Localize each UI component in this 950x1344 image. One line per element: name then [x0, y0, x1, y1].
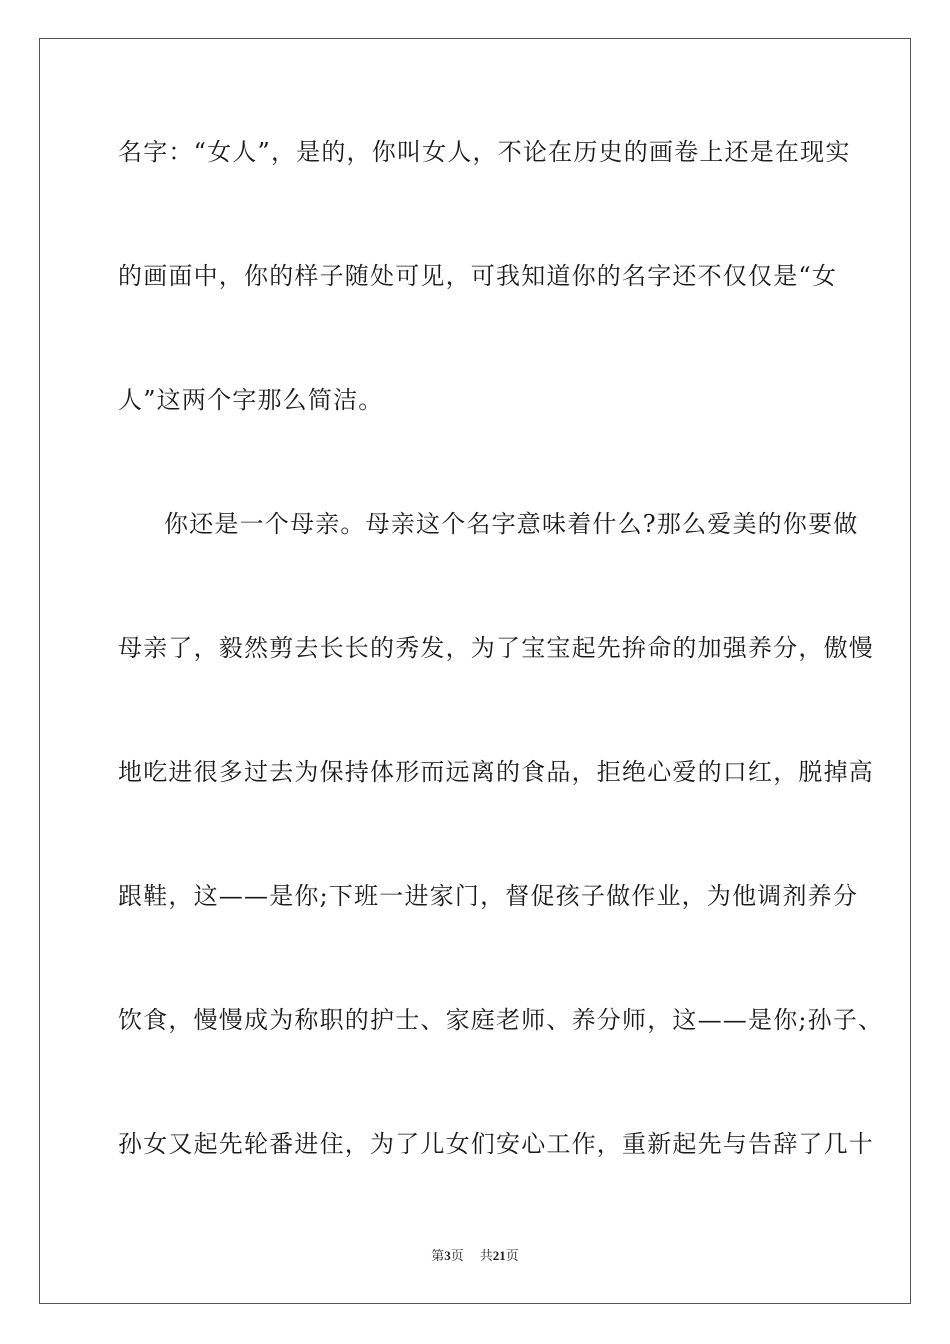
body-text-line-3: 人”这两个字那么简洁。 — [118, 386, 384, 414]
body-text-line-7: 跟鞋，这——是你;下班一进家门，督促孩子做作业，为他调剂养分 — [118, 882, 859, 910]
total-prefix: 共 — [479, 1248, 493, 1263]
page-border — [39, 38, 911, 1304]
body-text-line-1: 名字：“女人”，是的，你叫女人，不论在历史的画卷上还是在现实 — [118, 138, 851, 166]
page-prefix: 第 — [431, 1248, 445, 1263]
body-text-line-9: 孙女又起先轮番进住，为了儿女们安心工作，重新起先与告辞了几十 — [118, 1130, 874, 1158]
total-suffix: 页 — [505, 1248, 519, 1263]
page-footer — [0, 1247, 950, 1265]
body-text-line-8: 饮食，慢慢成为称职的护士、家庭老师、养分师，这——是你;孙子、 — [118, 1006, 884, 1034]
total-pages: 21 — [492, 1248, 506, 1263]
body-text-line-2: 的画面中，你的样子随处可见，可我知道你的名字还不仅仅是“女 — [118, 262, 838, 290]
body-text-line-5: 母亲了，毅然剪去长长的秀发，为了宝宝起先拚命的加强养分，傲慢 — [118, 634, 874, 662]
page-suffix: 页 — [450, 1248, 464, 1263]
body-text-line-4: 你还是一个母亲。母亲这个名字意味着什么?那么爱美的你要做 — [164, 510, 859, 538]
page-number: 3 — [444, 1248, 451, 1263]
body-text-line-6: 地吃进很多过去为保持体形而远离的食品，拒绝心爱的口红，脱掉高 — [118, 758, 874, 786]
